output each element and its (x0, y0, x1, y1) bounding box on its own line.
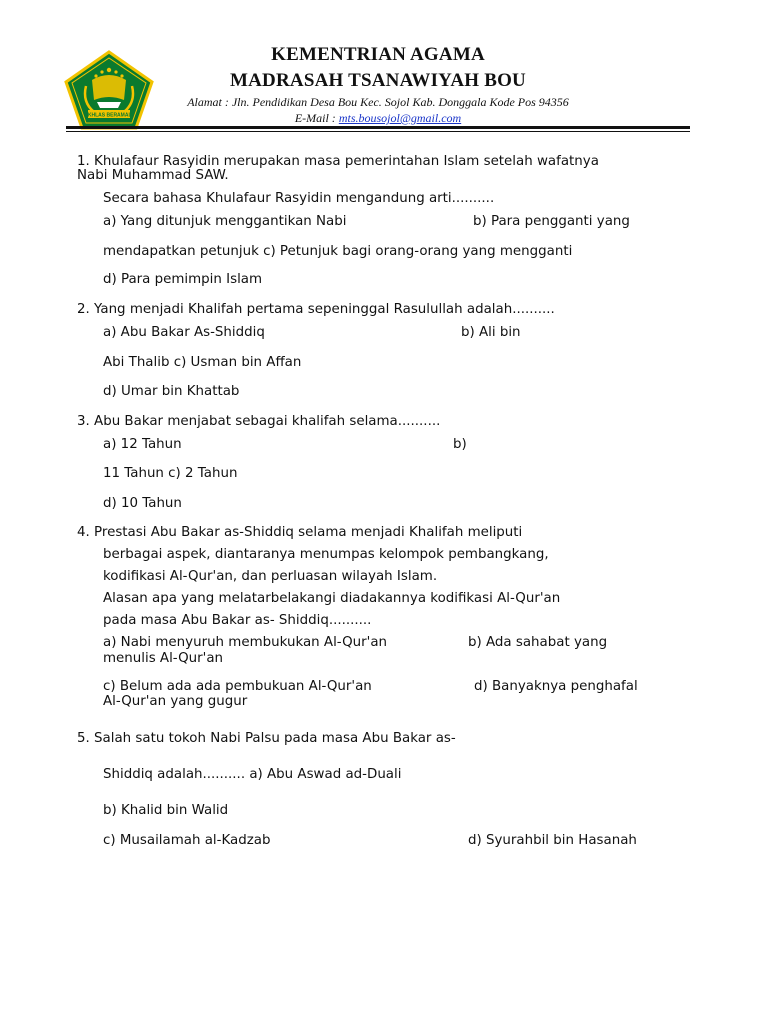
question-4-option-b-cont: menulis Al-Qur'an (103, 651, 224, 666)
email-label: E-Mail : (294, 111, 339, 125)
ministry-title: KEMENTRIAN AGAMA (271, 44, 485, 65)
school-address: Alamat : Jln. Pendidikan Desa Bou Kec. Sojol Kab. Donggala Kode Pos 94356 (187, 95, 569, 109)
header-rule-thick (66, 126, 690, 129)
question-3-option-b: b) (453, 437, 467, 452)
question-2-text: 2. Yang menjadi Khalifah pertama sepeninggal Rasulullah adalah.......... (77, 302, 555, 317)
question-4-text-line2: berbagai aspek, diantaranya menumpas kelompok pembangkang, (103, 547, 549, 562)
question-4-text-line3: kodifikasi Al-Qur'an, dan perluasan wilayah Islam. (103, 569, 438, 584)
header-rule-thin (66, 131, 690, 132)
question-4-prompt-cont: pada masa Abu Bakar as- Shiddiq.......... (103, 613, 372, 628)
question-1-option-b: b) Para pengganti yang (473, 214, 630, 229)
question-3-option-d: d) 10 Tahun (103, 496, 182, 511)
logo-motto: IKHLAS BERAMAL (86, 112, 132, 119)
question-4-prompt: Alasan apa yang melatarbelakangi diadakannya kodifikasi Al-Qur'an (103, 591, 561, 606)
question-4-text: 4. Prestasi Abu Bakar as-Shiddiq selama menjadi Khalifah meliputi (77, 525, 523, 540)
question-3-text: 3. Abu Bakar menjabat sebagai khalifah selama.......... (77, 414, 441, 429)
question-2-option-d: d) Umar bin Khattab (103, 384, 240, 399)
school-name: MADRASAH TSANAWIYAH BOU (230, 70, 526, 91)
question-4-option-b: b) Ada sahabat yang (468, 635, 608, 650)
question-1-prompt: Secara bahasa Khulafaur Rasyidin mengandung arti.......... (103, 191, 495, 206)
question-4-option-d: d) Banyaknya penghafal (474, 679, 638, 694)
question-5-option-c: c) Musailamah al-Kadzab (103, 833, 271, 848)
question-2-option-b: b) Ali bin (461, 325, 521, 340)
question-4-option-d-cont: Al-Qur'an yang gugur (103, 694, 248, 709)
email-link[interactable]: mts.bousojol@gmail.com (338, 111, 462, 125)
question-5-option-d: d) Syurahbil bin Hasanah (468, 833, 637, 848)
question-1-option-a: a) Yang ditunjuk menggantikan Nabi (103, 214, 347, 229)
question-2-option-c: Abi Thalib c) Usman bin Affan (103, 355, 302, 370)
question-2-option-a: a) Abu Bakar As-Shiddiq (103, 325, 265, 340)
question-1-text: 1. Khulafaur Rasyidin merupakan masa pemerintahan Islam setelah wafatnya (77, 154, 599, 169)
question-3-option-c: 11 Tahun c) 2 Tahun (103, 466, 238, 481)
kemenag-logo (64, 50, 154, 130)
question-1-option-d: d) Para pemimpin Islam (103, 272, 263, 287)
question-5-option-a: Shiddiq adalah.......... a) Abu Aswad ad-Duali (103, 767, 402, 782)
question-5-option-b: b) Khalid bin Walid (103, 803, 229, 818)
question-4-option-a: a) Nabi menyuruh membukukan Al-Qur'an (103, 635, 388, 650)
question-3-option-a: a) 12 Tahun (103, 437, 182, 452)
question-1-option-c: mendapatkan petunjuk c) Petunjuk bagi orang-orang yang mengganti (103, 244, 573, 259)
school-email-line (160, 111, 596, 126)
question-4-option-c: c) Belum ada ada pembukuan Al-Qur'an (103, 679, 372, 694)
question-5-text: 5. Salah satu tokoh Nabi Palsu pada masa Abu Bakar as- (77, 731, 456, 746)
question-1-text-cont: Nabi Muhammad SAW. (77, 168, 229, 183)
